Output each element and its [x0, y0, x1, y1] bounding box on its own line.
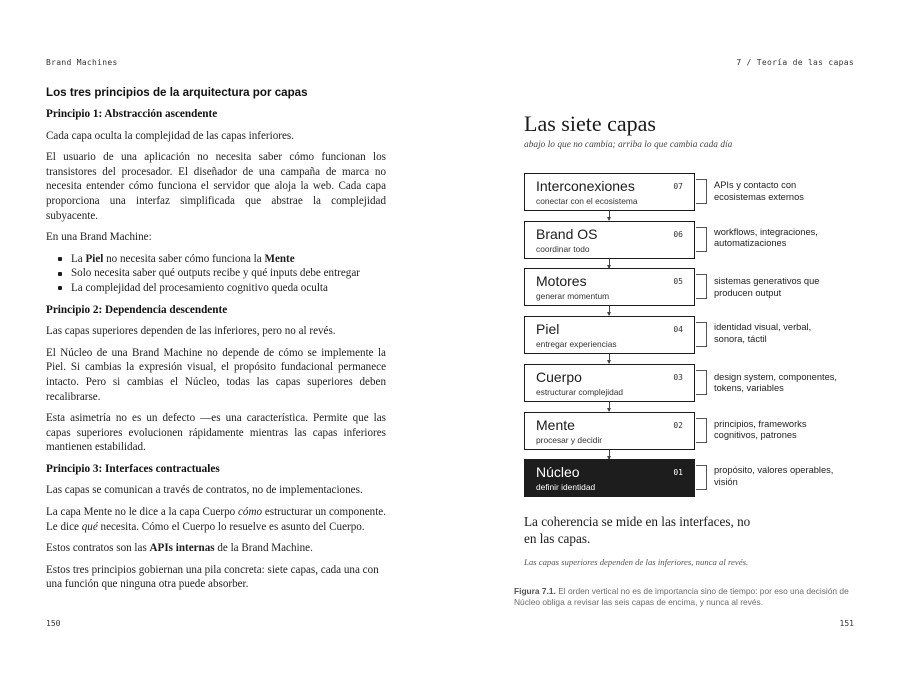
layer-number: 03	[673, 372, 683, 382]
principle-3-heading: Principio 3: Interfaces contractuales	[46, 462, 220, 475]
down-arrow-icon	[609, 402, 610, 411]
list-item: La complejidad del procesamiento cognitivo queda oculta	[71, 281, 386, 296]
layer-verb: procesar y decidir	[536, 434, 603, 445]
layer-box	[524, 459, 695, 497]
layer-name: Brand OS	[536, 225, 598, 242]
principle-2-heading: Principio 2: Dependencia descendente	[46, 303, 228, 316]
down-arrow-icon	[609, 259, 610, 268]
layer-box	[524, 173, 695, 211]
layer-note: identidad visual, verbal, sonora, táctil	[714, 322, 812, 344]
layer-name: Mente	[536, 416, 575, 433]
layer-name: Piel	[536, 321, 560, 338]
layer-box	[524, 221, 695, 259]
coherence-subtitle: Las capas superiores dependen de las inferiores, nunca al revés.	[524, 557, 749, 567]
running-header-right: 7 / Teoría de las capas	[736, 58, 854, 67]
layer-verb: generar momentum	[536, 291, 610, 302]
layer-name: Cuerpo	[536, 368, 582, 385]
paragraph: La capa Mente no le dice a la capa Cuerpo cómo estructurar un componente. Le dice qué necesita. Cómo el Cuerpo lo resuelve es asunto del Cuerpo.	[46, 506, 386, 533]
layer-number: 01	[673, 468, 683, 478]
layer-name: Interconexiones	[536, 178, 635, 194]
paragraph: Estos contratos son las APIs internas de la Brand Machine.	[46, 542, 313, 555]
page-number-left: 150	[46, 619, 61, 628]
paragraph: Las capas se comunican a través de contratos, no de implementaciones.	[46, 484, 363, 497]
layer-note: design system, componentes, tokens, variables	[714, 371, 837, 394]
down-arrow-icon	[609, 450, 610, 459]
layer-verb: estructurar complejidad	[536, 386, 624, 397]
list-item: Solo necesita saber qué outputs recibe y qué inputs debe entregar	[71, 266, 386, 281]
paragraph: Estos tres principios gobiernan una pila concreta: siete capas, cada una con una función que ninguna otra puede absorber.	[46, 563, 379, 591]
layer-box	[524, 316, 695, 354]
layer-note: APIs y contacto con ecosistemas externos	[714, 180, 804, 202]
layer-box	[524, 412, 695, 450]
layer-name: Motores	[536, 273, 587, 290]
principle-1-heading: Principio 1: Abstracción ascendente	[46, 108, 218, 120]
coherence-statement: La coherencia se mide en las interfaces, no en las capas.	[524, 514, 751, 546]
down-arrow-icon	[609, 211, 610, 220]
figure-subtitle: abajo lo que no cambia; arriba lo que cambia cada día	[524, 140, 733, 150]
down-arrow-icon	[609, 354, 610, 363]
bullet-list	[46, 252, 386, 296]
layer-number: 07	[673, 182, 683, 191]
caption-text: El orden vertical no es de importancia sino de tiempo: por eso una decisión de Núcleo obliga a revisar las seis capas de encima, y nunca al revés.	[514, 586, 849, 607]
layer-number: 04	[673, 325, 683, 335]
layer-note: sistemas generativos que producen output	[714, 276, 820, 298]
layer-name: Núcleo	[536, 464, 580, 481]
page-number-right: 151	[839, 619, 854, 628]
layer-number: 06	[673, 229, 683, 239]
caption-label: Figura 7.1.	[514, 586, 556, 596]
layer-verb: entregar experiencias	[536, 339, 617, 350]
figure-caption	[514, 586, 854, 608]
figure-title: Las siete capas	[524, 111, 656, 136]
layer-note: principios, frameworks cognitivos, patrones	[714, 418, 807, 440]
layer-number: 02	[673, 420, 683, 430]
paragraph: El usuario de una aplicación no necesita saber cómo funcionan los transistores del procesador. El diseñador de una campaña de marca no necesita entender cómo funciona el servidor que aloja la web. Cada capa proporciona una interfaz simplificada que abstrae la complejidad subyacente.	[46, 151, 386, 222]
paragraph: Cada capa oculta la complejidad de las capas inferiores.	[46, 129, 294, 142]
layer-verb: coordinar todo	[536, 243, 590, 254]
layer-note: workflows, integraciones, automatizaciones	[714, 226, 818, 249]
down-arrow-icon	[609, 306, 610, 315]
layer-verb: conectar con el ecosistema	[536, 196, 638, 206]
layer-box	[524, 268, 695, 306]
paragraph: El Núcleo de una Brand Machine no depende de cómo se implemente la Piel. Si cambias la expresión visual, el propósito fundacional permanece intacto. Pero si cambias el Núcleo, todas las capas superiores deben recalibrarse.	[46, 346, 386, 403]
paragraph: Las capas superiores dependen de las inferiores, pero no al revés.	[46, 325, 336, 338]
section-title: Los tres principios de la arquitectura por capas	[46, 86, 308, 99]
paragraph: En una Brand Machine:	[46, 231, 152, 244]
layer-note: propósito, valores operables, visión	[714, 465, 834, 487]
layer-verb: definir identidad	[536, 482, 596, 493]
list-item: La Piel no necesita saber cómo funciona la Mente	[71, 252, 386, 267]
paragraph: Esta asimetría no es un defecto —es una característica. Permite que las capas superiores evolucionen rápidamente mientras las capas inferiores mantienen estabilidad.	[46, 412, 386, 454]
left-page-body	[46, 86, 386, 599]
running-header-left: Brand Machines	[46, 58, 118, 67]
layer-box	[524, 364, 695, 402]
layer-number: 05	[673, 277, 683, 287]
